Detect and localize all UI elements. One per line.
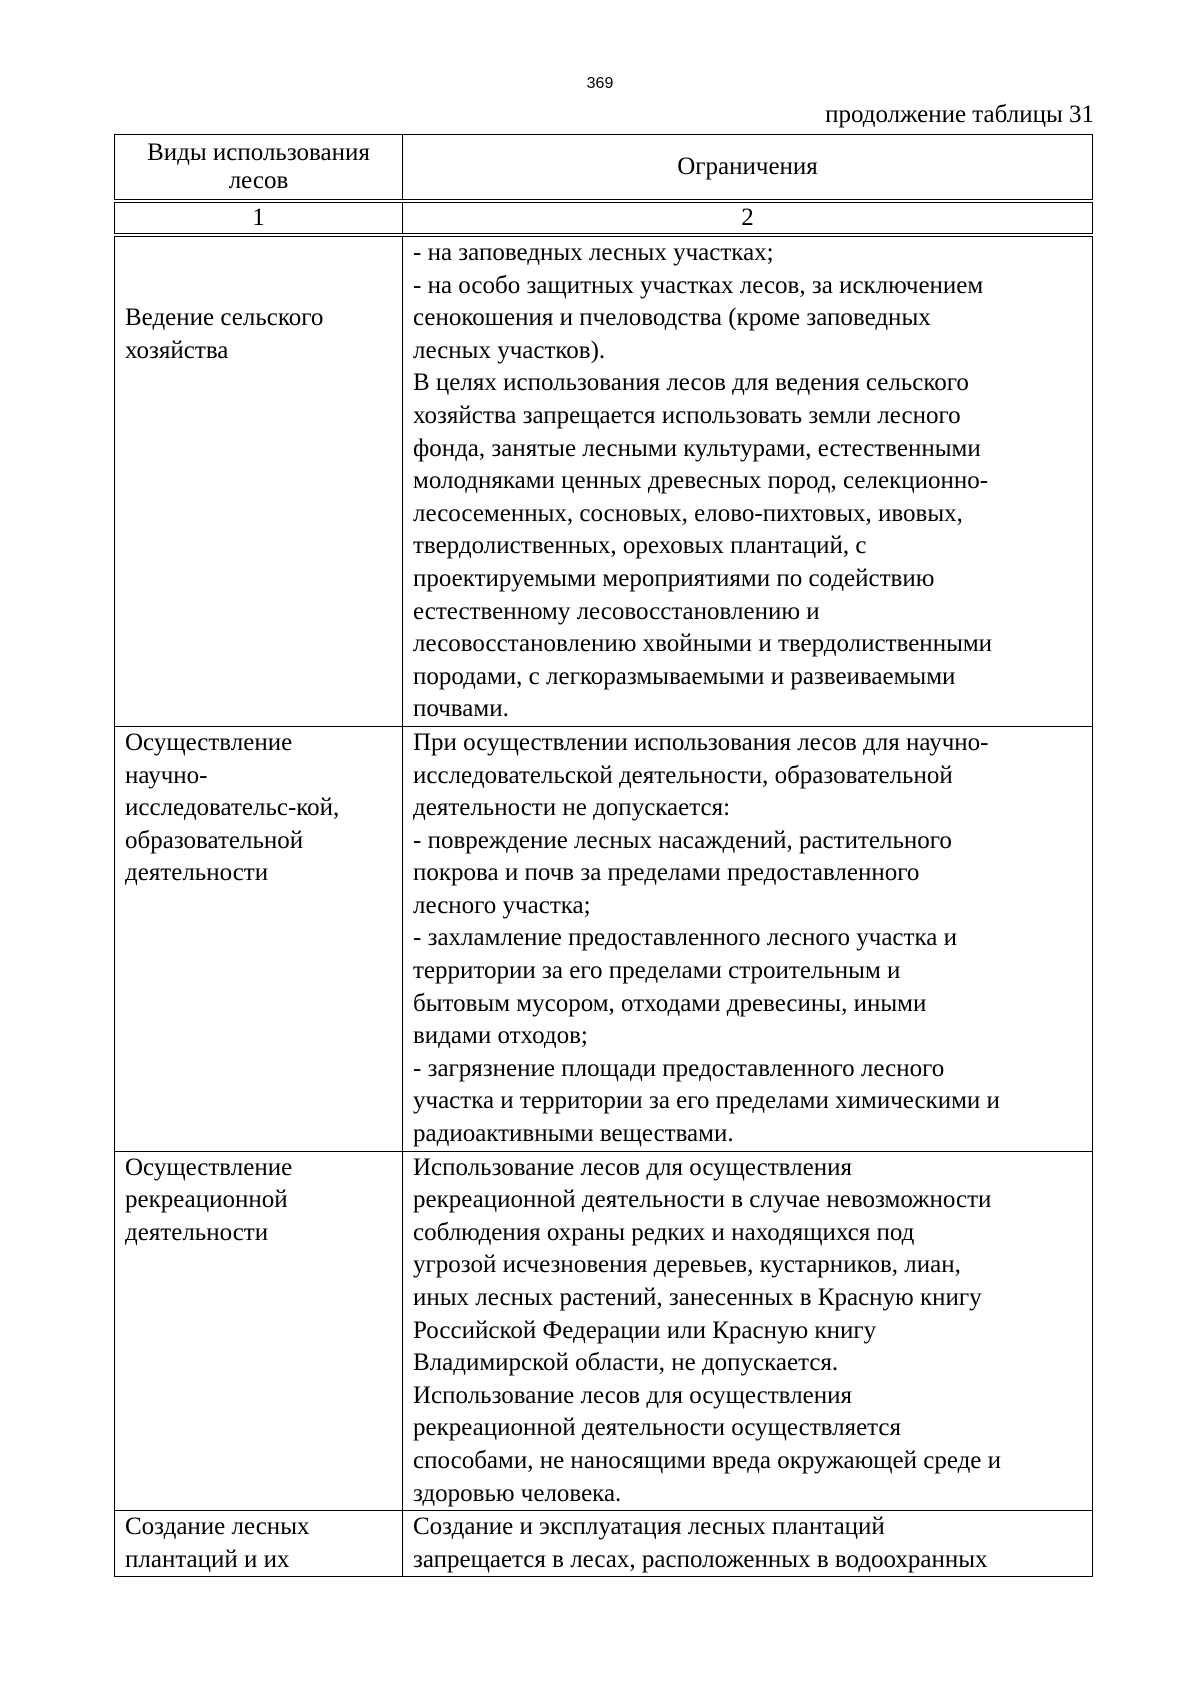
restriction-line: лесного участка; — [413, 891, 591, 919]
restriction-line: лесосеменных, сосновых, елово-пихтовых, ивовых, — [413, 499, 963, 527]
forest-use-type-line: исследовательс-кой, — [125, 794, 340, 822]
restriction-line: фонда, занятые лесными культурами, естественными — [413, 434, 981, 462]
table-row — [115, 235, 1093, 726]
header-row — [115, 135, 1093, 202]
column-number-2: 2 — [403, 201, 1093, 235]
restriction-line: Использование лесов для осуществления — [413, 1381, 852, 1409]
restriction-line: запрещается в лесах, расположенных в водоохранных — [413, 1545, 988, 1573]
column-number-row — [115, 201, 1093, 235]
restriction-line: - на заповедных лесных участках; — [413, 239, 774, 266]
forest-use-type-line: деятельности — [125, 859, 269, 887]
forest-use-type-line: Осуществление — [125, 728, 293, 756]
restrictions-cell — [403, 726, 1093, 1151]
restriction-line: рекреационной деятельности осуществляется — [413, 1414, 902, 1442]
restriction-line: деятельности не допускается: — [413, 794, 731, 822]
page-number: 369 — [586, 75, 614, 92]
forest-use-type-line: Осуществление — [125, 1153, 293, 1181]
restriction-line: хозяйства запрещается использовать земли лесного — [413, 401, 961, 429]
restriction-line: породами, с легкоразмываемыми и развеиваемыми — [413, 662, 956, 690]
restriction-line: При осуществлении использования лесов для научно- — [413, 728, 989, 756]
forest-use-type-line: деятельности — [125, 1218, 269, 1246]
restriction-line: Владимирской области, не допускается. — [413, 1349, 839, 1377]
restriction-line: радиоактивными веществами. — [413, 1120, 734, 1148]
forest-use-type-cell — [115, 1511, 403, 1577]
restriction-line: В целях использования лесов для ведения сельского — [413, 369, 969, 397]
restrictions-cell — [403, 1511, 1093, 1577]
restriction-line: бытовым мусором, отходами древесины, иными — [413, 989, 927, 1017]
forest-use-type-cell — [115, 1151, 403, 1511]
forest-use-type-line: Ведение сельского — [125, 304, 324, 332]
table-caption: продолжение таблицы 31 — [825, 101, 1094, 128]
forest-use-type-line: хозяйства — [125, 336, 229, 364]
forest-use-type-line: рекреационной — [125, 1186, 288, 1214]
restriction-line: твердолиственных, ореховых плантаций, с — [413, 532, 867, 560]
forest-use-type-line: образовательной — [125, 826, 304, 854]
table-row — [115, 1511, 1093, 1577]
table-body — [115, 235, 1093, 1577]
forest-use-type-cell — [115, 726, 403, 1151]
restriction-line: - загрязнение площади предоставленного лесного — [413, 1054, 945, 1082]
restriction-line: лесовосстановлению хвойными и твердолиственными — [413, 630, 993, 658]
forest-use-type-line: плантаций и их — [125, 1545, 290, 1573]
restriction-line: иных лесных растений, занесенных в Красную книгу — [413, 1284, 982, 1311]
restriction-line: рекреационной деятельности в случае невозможности — [413, 1186, 992, 1214]
restriction-line: видами отходов; — [413, 1022, 588, 1050]
restrictions-table — [114, 134, 1093, 1577]
restriction-line: лесных участков). — [413, 336, 606, 364]
restriction-line: исследовательской деятельности, образовательной — [413, 761, 953, 789]
restriction-line: - на особо защитных участках лесов, за исключением — [413, 271, 984, 299]
restriction-line: соблюдения охраны редких и находящихся под — [413, 1218, 915, 1246]
header-col1-line: Виды использования — [147, 139, 370, 166]
header-col1-line: лесов — [228, 167, 289, 194]
restrictions-cell — [403, 235, 1093, 726]
restriction-line: - повреждение лесных насаждений, растительного — [413, 826, 952, 854]
restriction-line: почвами. — [413, 695, 509, 723]
table-row — [115, 1151, 1093, 1511]
restriction-line: сенокошения и пчеловодства (кроме заповедных — [413, 304, 931, 332]
cell-spacer — [125, 237, 394, 302]
restriction-line: молодняками ценных древесных пород, селекционно- — [413, 467, 989, 495]
restriction-line: территории за его пределами строительным и — [413, 957, 901, 985]
restriction-line: Российской Федерации или Красную книгу — [413, 1316, 877, 1344]
forest-use-type-line: Создание лесных — [125, 1513, 310, 1541]
table-row — [115, 726, 1093, 1151]
restriction-line: Использование лесов для осуществления — [413, 1153, 852, 1181]
restriction-line: - захламление предоставленного лесного участка и — [413, 924, 957, 952]
column-number-1: 1 — [115, 201, 403, 235]
header-forest-use-types — [115, 135, 403, 202]
header-restrictions: Ограничения — [403, 135, 1093, 202]
restriction-line: естественному лесовосстановлению и — [413, 597, 820, 625]
forest-use-type-line: научно- — [125, 761, 208, 789]
restriction-line: Создание и эксплуатация лесных плантаций — [413, 1513, 885, 1541]
restriction-line: угрозой исчезновения деревьев, кустарников, лиан, — [413, 1251, 961, 1279]
restriction-line: способами, не наносящими вреда окружающей среде и — [413, 1446, 1002, 1474]
restriction-line: проектируемыми мероприятиями по содействию — [413, 564, 935, 592]
restriction-line: участка и территории за его пределами химическими и — [413, 1087, 1000, 1115]
forest-use-type-cell — [115, 235, 403, 726]
restrictions-cell — [403, 1151, 1093, 1511]
restriction-line: покрова и почв за пределами предоставленного — [413, 859, 920, 887]
restriction-line: здоровью человека. — [413, 1479, 622, 1507]
